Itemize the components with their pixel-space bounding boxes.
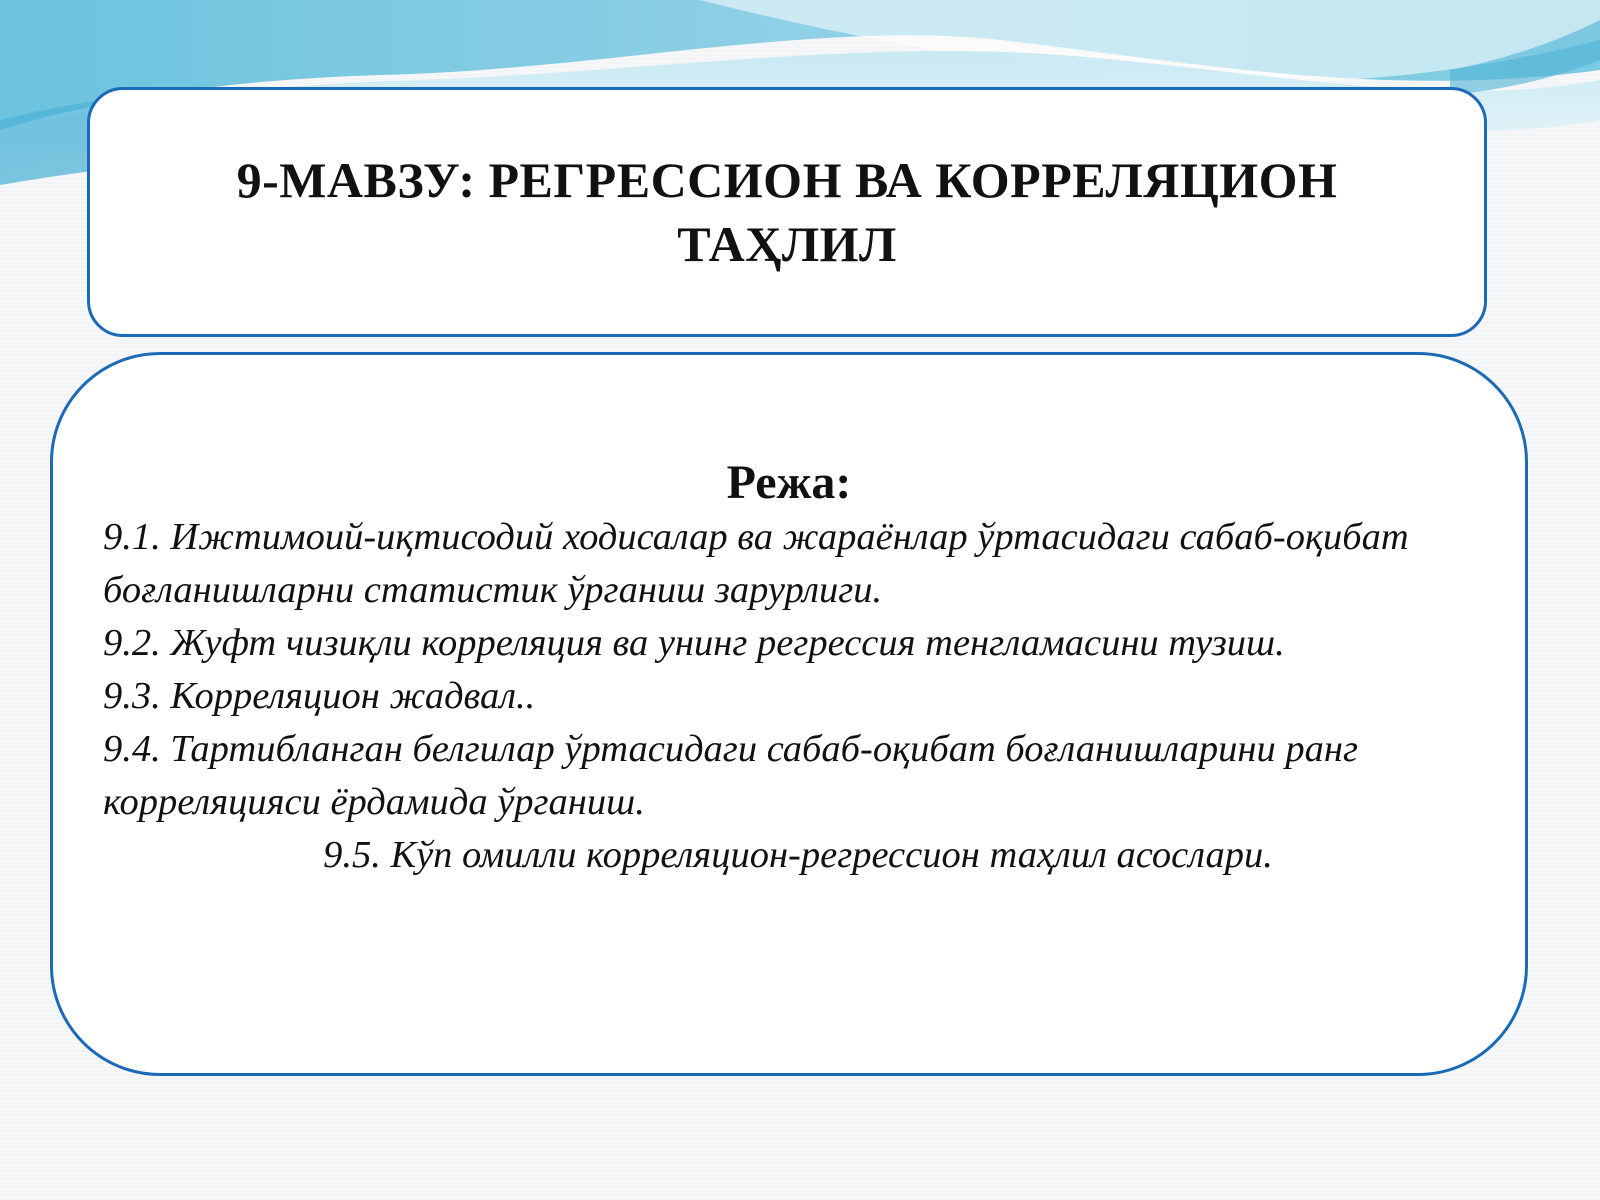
plan-box bbox=[50, 352, 1528, 1076]
plan-list bbox=[103, 511, 1493, 882]
plan-heading: Режа: bbox=[726, 456, 852, 509]
plan-item-9-3: 9.3. Корреляцион жадвал.. bbox=[103, 675, 536, 717]
title-line-1: 9-МАВЗУ: РЕГРЕССИОН ВА КОРРЕЛЯЦИОН bbox=[236, 152, 1338, 208]
plan-item-9-1: 9.1. Ижтимоий-иқтисодий ходисалар ва жараёнлар ўртасидаги сабаб-оқибат боғланишларни статистик ўрганиш зарурлиги. bbox=[103, 516, 1409, 611]
plan-item-9-4: 9.4. Тартибланган белгилар ўртасидаги сабаб-оқибат боғланишларини ранг корреляцияси ёрдамида ўрганиш. bbox=[103, 728, 1359, 823]
plan-item-9-2: 9.2. Жуфт чизиқли корреляция ва унинг регрессия тенгламасини тузиш. bbox=[103, 622, 1285, 664]
title-line-2: ТАҲЛИЛ bbox=[677, 216, 897, 272]
plan-item-9-5: 9.5. Кўп омилли корреляцион-регрессион таҳлил асослари. bbox=[323, 834, 1273, 876]
title-box bbox=[87, 87, 1487, 337]
